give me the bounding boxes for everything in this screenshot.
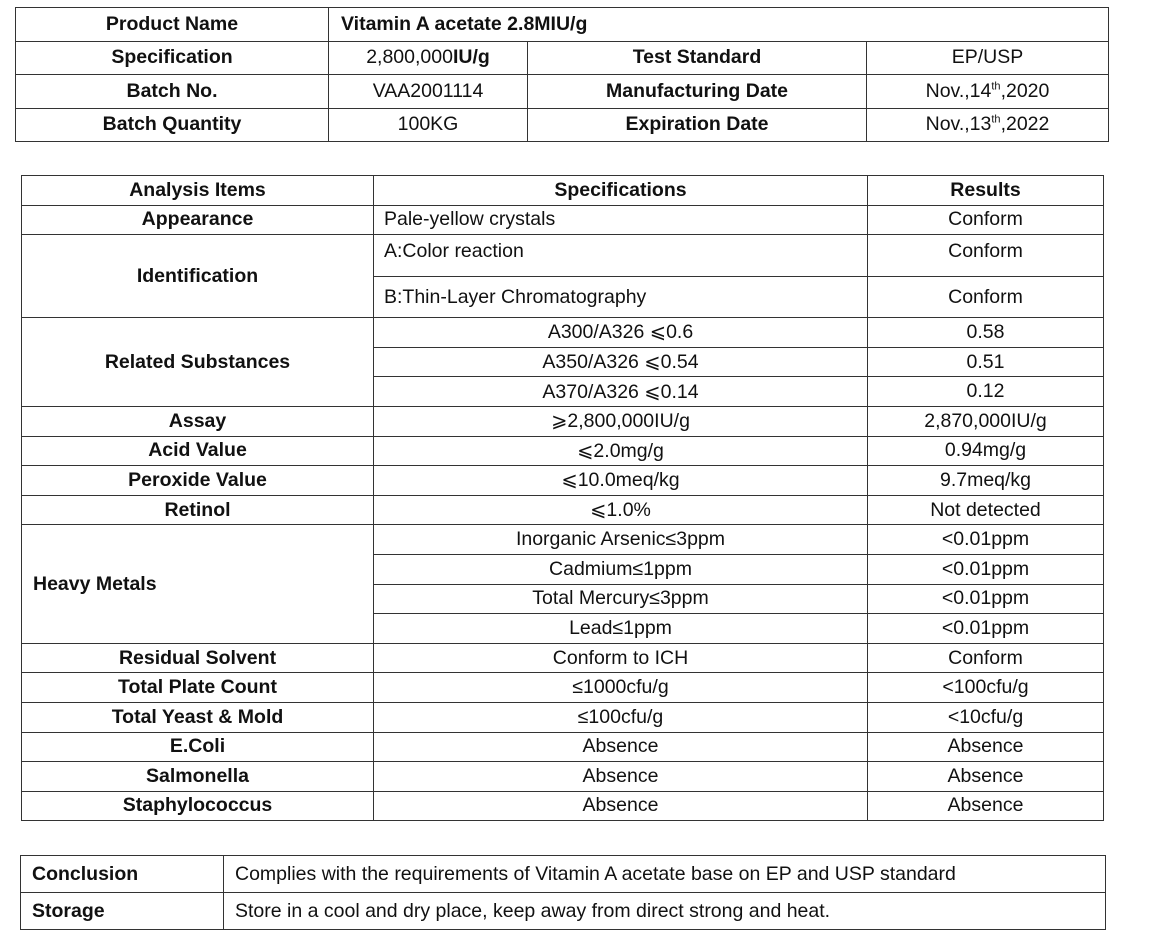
item-yeast-mold: Total Yeast & Mold <box>22 702 374 732</box>
column-header-results: Results <box>868 176 1104 206</box>
table-row <box>21 893 1106 930</box>
conclusion-text: Complies with the requirements of Vitamin A acetate base on EP and USP standard <box>224 856 1106 893</box>
spec-related-a370: A370/A326 ⩽0.14 <box>374 377 868 407</box>
table-row <box>16 8 1109 42</box>
result-identification-b: Conform <box>868 277 1104 318</box>
table-row <box>22 673 1104 703</box>
spec-identification-a: A:Color reaction <box>374 235 868 277</box>
product-name-label: Product Name <box>16 8 329 42</box>
specification-label: Specification <box>16 41 329 75</box>
table-row <box>16 41 1109 75</box>
result-acid-value: 0.94mg/g <box>868 436 1104 466</box>
item-ecoli: E.Coli <box>22 732 374 762</box>
spec-assay: ⩾2,800,000IU/g <box>374 406 868 436</box>
item-heavy-metals: Heavy Metals <box>22 525 374 643</box>
test-standard: EP/USP <box>867 41 1109 75</box>
expiration-date-label: Expiration Date <box>528 108 867 142</box>
analysis-table <box>21 175 1104 821</box>
table-row <box>22 791 1104 821</box>
spec-arsenic: Inorganic Arsenic≤3ppm <box>374 525 868 555</box>
result-residual-solvent: Conform <box>868 643 1104 673</box>
result-staphylococcus: Absence <box>868 791 1104 821</box>
spec-identification-b: B:Thin-Layer Chromatography <box>374 277 868 318</box>
specification-value: 2,800,000IU/g <box>329 41 528 75</box>
column-header-items: Analysis Items <box>22 176 374 206</box>
batch-no-label: Batch No. <box>16 75 329 109</box>
storage-label: Storage <box>21 893 224 930</box>
spec-acid-value: ⩽2.0mg/g <box>374 436 868 466</box>
storage-text: Store in a cool and dry place, keep away from direct strong and heat. <box>224 893 1106 930</box>
conclusion-table <box>20 855 1106 930</box>
spec-related-a350: A350/A326 ⩽0.54 <box>374 347 868 377</box>
product-name: Vitamin A acetate 2.8MIU/g <box>329 8 1109 42</box>
spec-lead: Lead≤1ppm <box>374 614 868 644</box>
table-row <box>22 436 1104 466</box>
item-retinol: Retinol <box>22 495 374 525</box>
table-row <box>22 406 1104 436</box>
product-info-table <box>15 7 1109 142</box>
table-row <box>22 466 1104 496</box>
spec-peroxide-value: ⩽10.0meq/kg <box>374 466 868 496</box>
table-row <box>22 235 1104 277</box>
item-staphylococcus: Staphylococcus <box>22 791 374 821</box>
spec-yeast-mold: ≤100cfu/g <box>374 702 868 732</box>
result-identification-a: Conform <box>868 235 1104 277</box>
result-assay: 2,870,000IU/g <box>868 406 1104 436</box>
column-header-specifications: Specifications <box>374 176 868 206</box>
result-related-a370: 0.12 <box>868 377 1104 407</box>
spec-salmonella: Absence <box>374 762 868 792</box>
conclusion-label: Conclusion <box>21 856 224 893</box>
table-row <box>22 702 1104 732</box>
result-arsenic: <0.01ppm <box>868 525 1104 555</box>
result-mercury: <0.01ppm <box>868 584 1104 614</box>
spec-retinol: ⩽1.0% <box>374 495 868 525</box>
item-assay: Assay <box>22 406 374 436</box>
result-related-a350: 0.51 <box>868 347 1104 377</box>
result-appearance: Conform <box>868 205 1104 235</box>
item-acid-value: Acid Value <box>22 436 374 466</box>
table-row <box>22 525 1104 555</box>
table-header-row <box>22 176 1104 206</box>
result-total-plate-count: <100cfu/g <box>868 673 1104 703</box>
result-yeast-mold: <10cfu/g <box>868 702 1104 732</box>
table-row <box>22 732 1104 762</box>
item-salmonella: Salmonella <box>22 762 374 792</box>
test-standard-label: Test Standard <box>528 41 867 75</box>
table-row <box>16 108 1109 142</box>
batch-quantity: 100KG <box>329 108 528 142</box>
item-residual-solvent: Residual Solvent <box>22 643 374 673</box>
expiration-date: Nov.,13th,2022 <box>867 108 1109 142</box>
result-retinol: Not detected <box>868 495 1104 525</box>
spec-cadmium: Cadmium≤1ppm <box>374 554 868 584</box>
result-cadmium: <0.01ppm <box>868 554 1104 584</box>
spec-ecoli: Absence <box>374 732 868 762</box>
item-total-plate-count: Total Plate Count <box>22 673 374 703</box>
spec-mercury: Total Mercury≤3ppm <box>374 584 868 614</box>
spec-total-plate-count: ≤1000cfu/g <box>374 673 868 703</box>
spec-related-a300: A300/A326 ⩽0.6 <box>374 318 868 348</box>
table-row <box>22 318 1104 348</box>
result-ecoli: Absence <box>868 732 1104 762</box>
manufacturing-date: Nov.,14th,2020 <box>867 75 1109 109</box>
result-related-a300: 0.58 <box>868 318 1104 348</box>
item-related-substances: Related Substances <box>22 318 374 407</box>
table-row <box>22 495 1104 525</box>
result-lead: <0.01ppm <box>868 614 1104 644</box>
batch-no: VAA2001114 <box>329 75 528 109</box>
spec-residual-solvent: Conform to ICH <box>374 643 868 673</box>
spec-appearance: Pale-yellow crystals <box>374 205 868 235</box>
result-peroxide-value: 9.7meq/kg <box>868 466 1104 496</box>
table-row <box>22 643 1104 673</box>
spec-staphylococcus: Absence <box>374 791 868 821</box>
table-row <box>22 205 1104 235</box>
item-appearance: Appearance <box>22 205 374 235</box>
batch-quantity-label: Batch Quantity <box>16 108 329 142</box>
item-identification: Identification <box>22 235 374 318</box>
table-row <box>16 75 1109 109</box>
table-row <box>21 856 1106 893</box>
result-salmonella: Absence <box>868 762 1104 792</box>
manufacturing-date-label: Manufacturing Date <box>528 75 867 109</box>
table-row <box>22 762 1104 792</box>
item-peroxide-value: Peroxide Value <box>22 466 374 496</box>
